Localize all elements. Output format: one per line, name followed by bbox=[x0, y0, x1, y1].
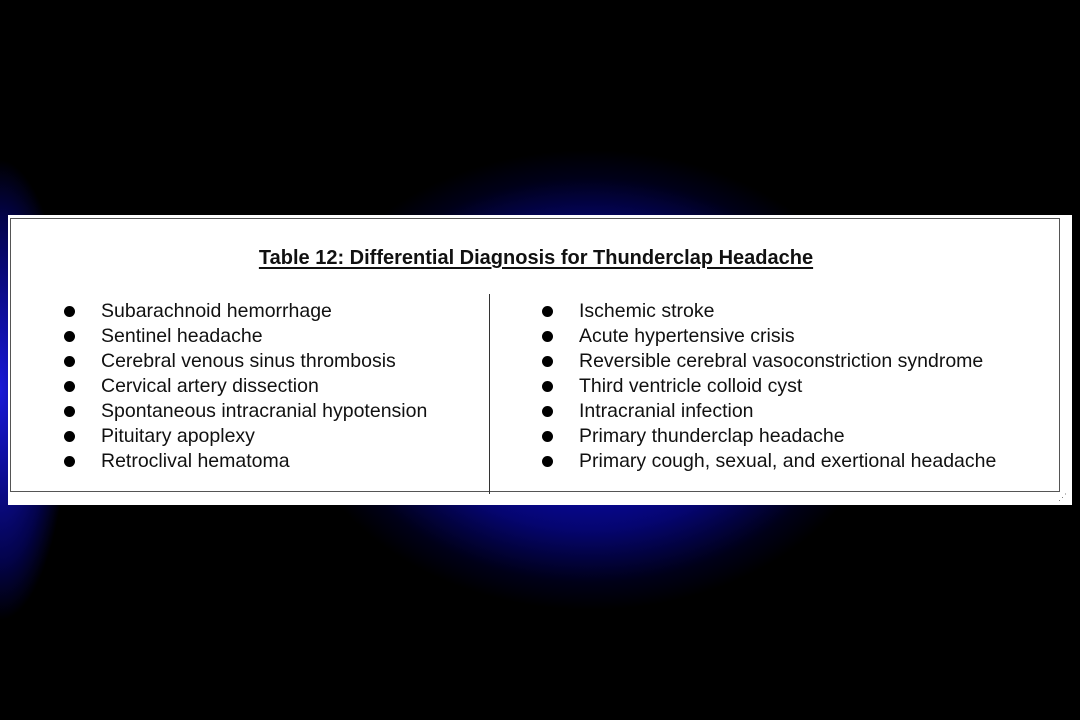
list-item: Pituitary apoplexy bbox=[61, 424, 427, 449]
list-item: Cerebral venous sinus thrombosis bbox=[61, 349, 427, 374]
list-item: Subarachnoid hemorrhage bbox=[61, 299, 427, 324]
list-item: Sentinel headache bbox=[61, 324, 427, 349]
bullet-icon bbox=[64, 331, 75, 342]
bullet-icon bbox=[64, 406, 75, 417]
resize-handle-icon: ⋰ bbox=[1058, 492, 1067, 502]
bullet-icon bbox=[64, 431, 75, 442]
list-item: Intracranial infection bbox=[539, 399, 996, 424]
list-item: Reversible cerebral vasoconstriction syndrome bbox=[539, 349, 996, 374]
bullet-icon bbox=[64, 381, 75, 392]
bullet-icon bbox=[64, 306, 75, 317]
list-item: Retroclival hematoma bbox=[61, 449, 427, 474]
bullet-icon bbox=[542, 356, 553, 367]
list-item: Acute hypertensive crisis bbox=[539, 324, 996, 349]
table-frame bbox=[10, 218, 1060, 492]
bullet-icon bbox=[542, 456, 553, 467]
bullet-icon bbox=[542, 381, 553, 392]
table-title-text: Table 12: Differential Diagnosis for Thunderclap Headache bbox=[258, 247, 814, 269]
left-column-list bbox=[61, 299, 427, 474]
bullet-icon bbox=[542, 406, 553, 417]
list-item: Primary cough, sexual, and exertional headache bbox=[539, 449, 996, 474]
column-divider bbox=[489, 294, 490, 494]
bullet-icon bbox=[542, 306, 553, 317]
list-item: Ischemic stroke bbox=[539, 299, 996, 324]
list-item: Primary thunderclap headache bbox=[539, 424, 996, 449]
list-item: Spontaneous intracranial hypotension bbox=[61, 399, 427, 424]
table-title bbox=[11, 247, 1061, 270]
bullet-icon bbox=[64, 356, 75, 367]
table-image bbox=[8, 215, 1072, 505]
bullet-icon bbox=[64, 456, 75, 467]
right-column-list bbox=[539, 299, 996, 474]
list-item: Cervical artery dissection bbox=[61, 374, 427, 399]
list-item: Third ventricle colloid cyst bbox=[539, 374, 996, 399]
bullet-icon bbox=[542, 431, 553, 442]
bullet-icon bbox=[542, 331, 553, 342]
